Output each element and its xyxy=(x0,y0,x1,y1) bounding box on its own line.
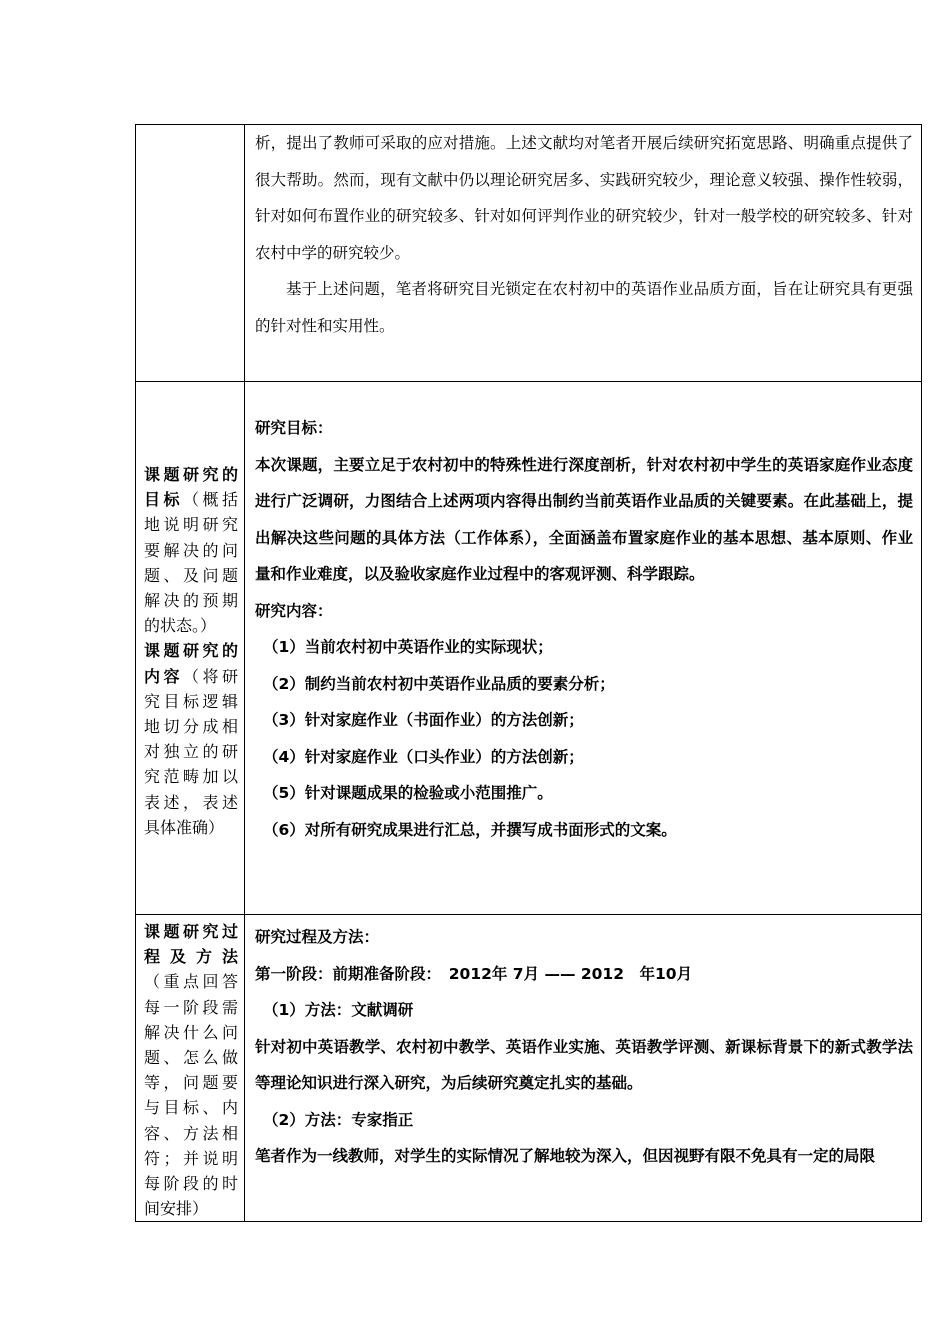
method-2-text: 笔者作为一线教师，对学生的实际情况了解地较为深入，但因视野有限不免具有一定的局限 xyxy=(255,1147,876,1165)
table-row xyxy=(136,125,922,382)
focus-paragraph: 基于上述问题，笔者将研究目光锁定在农村初中的英语作业品质方面，旨在让研究具有更强的针对性和实用性。 xyxy=(255,280,913,335)
row3-right-cell xyxy=(245,915,922,1222)
stage-1-heading: 第一阶段：前期准备阶段： 2012年 7月 —— 2012 年10月 xyxy=(255,964,693,983)
content-heading: 研究内容： xyxy=(255,601,333,620)
method-1-heading: （1）方法：文献调研 xyxy=(263,1001,414,1019)
method-1-text: 针对初中英语教学、农村初中教学、英语作业实施、英语教学评测、新课标背景下的新式教学法等理论知识进行深入研究，为后续研究奠定扎实的基础。 xyxy=(255,1037,913,1092)
content-item-6: （6）对所有研究成果进行汇总，并撰写成书面形式的文案。 xyxy=(263,820,677,839)
content-item-2: （2）制约当前农村初中英语作业品质的要素分析； xyxy=(263,674,615,693)
content-item-5: （5）针对课题成果的检验或小范围推广。 xyxy=(263,784,553,802)
table-row xyxy=(136,382,922,915)
literature-paragraph: 析，提出了教师可采取的应对措施。上述文献均对笔者开展后续研究拓宽思路、明确重点提供了很大帮助。然而，现有文献中仍以理论研究居多、实践研究较少，理论意义较强、操作性较弱，针对如何布置作业的研究较多、针对如何评判作业的研究较少，针对一般学校的研究较多、针对农村中学的研究较少。 xyxy=(255,134,913,262)
process-section-note: （重点回答每一阶段需解决什么问题、怎么做等，问题要与目标、内容、方法相符；并说明每阶段的时间安排） xyxy=(144,972,238,1219)
row1-right-cell xyxy=(245,125,922,382)
row2-left-cell xyxy=(136,382,245,915)
content-item-1: （1）当前农村初中英语作业的实际现状； xyxy=(263,638,553,656)
goal-text: 本次课题，主要立足于农村初中的特殊性进行深度剖析，针对农村初中学生的英语家庭作业态度进行广泛调研，力图结合上述两项内容得出制约当前英语作业品质的关键要素。在此基础上，提出解决这些问题的具体方法（工作体系），全面涵盖布置家庭作业的基本思想、基本原则、作业量和作业难度，以及验收家庭作业过程中的客观评测、科学跟踪。 xyxy=(255,455,913,583)
content-item-4: （4）针对家庭作业（口头作业）的方法创新； xyxy=(263,747,584,766)
application-form-table xyxy=(135,124,922,1222)
goal-section-note: （概括地说明研究要解决的问题、及问题解决的预期的状态。） xyxy=(144,490,238,636)
row3-left-cell xyxy=(136,915,245,1222)
row2-right-cell xyxy=(245,382,922,915)
method-2-heading: （2）方法：专家指正 xyxy=(263,1110,414,1129)
row1-left-cell xyxy=(136,125,245,382)
table-row xyxy=(136,915,922,1222)
process-section-title: 课题研究过程及方法 xyxy=(144,922,238,967)
goal-section-title: 课题研究的目标 xyxy=(144,465,238,510)
process-heading: 研究过程及方法： xyxy=(255,928,380,946)
content-item-3: （3）针对家庭作业（书面作业）的方法创新； xyxy=(263,711,584,729)
content-section-title: 课题研究的内容 xyxy=(144,641,238,686)
content-section-note: （将研究目标逻辑地切分成相对独立的研究范畴加以表述，表述具体准确） xyxy=(144,666,238,837)
goal-heading: 研究目标： xyxy=(255,419,333,437)
